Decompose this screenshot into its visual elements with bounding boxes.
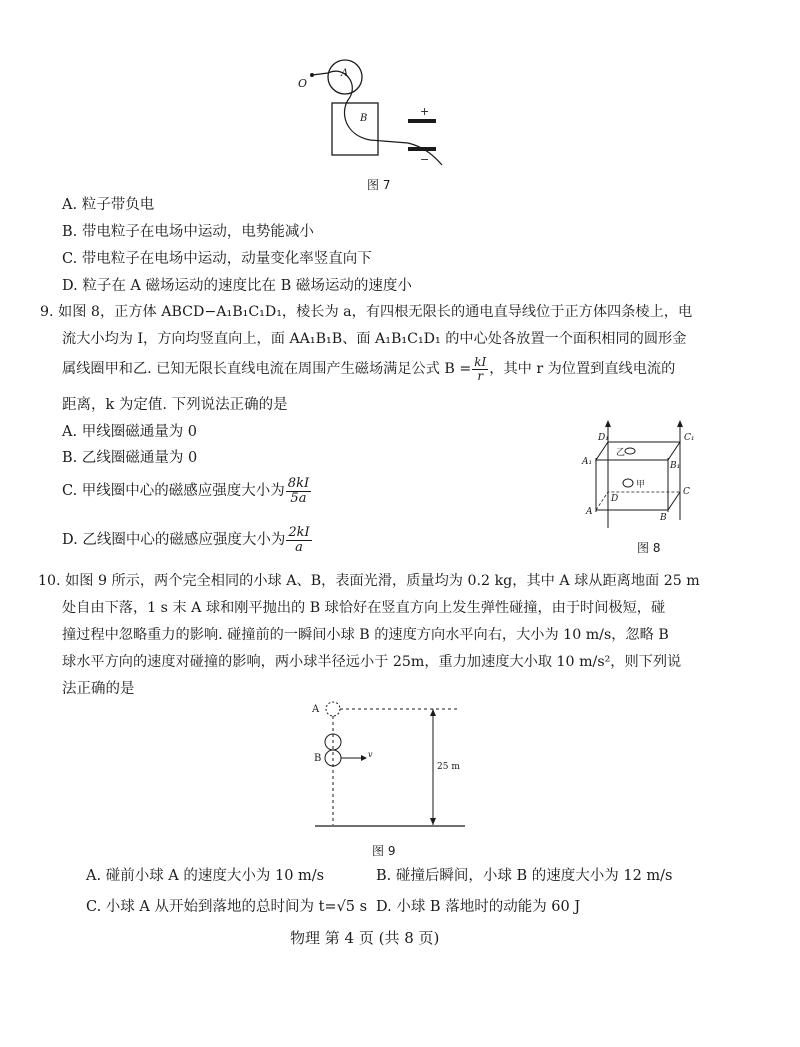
fig8-label-a: A <box>586 507 593 517</box>
q10-line-2: 处自由下落，1 s 末 A 球和刚平抛出的 B 球恰好在竖直方向上发生弹性碰撞，由于时间极短，碰 <box>62 600 666 616</box>
plate-negative <box>408 147 436 151</box>
fig9-label-b: B <box>314 753 322 764</box>
figure-7 <box>290 55 470 175</box>
fig7-label-a: A <box>341 68 349 79</box>
q10-line-4: 球水平方向的速度对碰撞的影响，两小球半径远小于 25m，重力加速度大小取 10 m/s²，则下列说 <box>62 654 682 670</box>
fig9-height-label: 25 m <box>437 762 460 772</box>
q10-line-3: 撞过程中忽略重力的影响. 碰撞前的一瞬间小球 B 的速度方向水平向右，大小为 10 m/s，忽略 B <box>62 627 669 643</box>
fig8-label-d1: D₁ <box>598 433 609 443</box>
q9-line-2: 流大小均为 I，方向均竖直向上，面 AA₁B₁B、面 A₁B₁C₁D₁ 的中心处各放置一个面积相同的圆形金 <box>62 331 687 347</box>
fig8-label-b: B <box>660 513 667 523</box>
q9-line-3-pre: 属线圈甲和乙. 已知无限长直线电流在周围产生磁场满足公式 B = <box>62 361 472 377</box>
q8-option-d: D. 粒子在 A 磁场运动的速度比在 B 磁场运动的速度小 <box>62 278 412 294</box>
fig7-caption: 图 7 <box>367 178 391 192</box>
q9-option-d-text: D. 乙线圈中心的磁感应强度大小为 <box>62 532 286 548</box>
fig7-plus: + <box>420 105 430 118</box>
q10-option-d: D. 小球 B 落地时的动能为 60 J <box>376 899 581 915</box>
fig8-label-a1: A₁ <box>582 457 593 467</box>
fig8-label-c1: C₁ <box>684 433 695 443</box>
fig7-label-o: O <box>298 77 308 90</box>
q9-option-c <box>62 473 312 509</box>
arrow-up-icon <box>605 420 611 427</box>
q10-option-c: C. 小球 A 从开始到落地的总时间为 t=√5 s <box>86 899 368 915</box>
q8-option-c: C. 带电粒子在电场中运动，动量变化率竖直向下 <box>62 251 372 267</box>
figure-8 <box>580 420 710 530</box>
arrow-down-icon <box>430 818 436 825</box>
q9-line-3 <box>62 352 675 386</box>
q10-line-5: 法正确的是 <box>62 681 135 697</box>
q8-option-a: A. 粒子带负电 <box>62 197 155 213</box>
q9-option-c-num: 8kI <box>287 475 310 491</box>
plate-positive <box>408 119 436 123</box>
q9-option-b: B. 乙线圈磁通量为 0 <box>62 450 198 466</box>
q9-formula-num: kI <box>474 354 487 369</box>
q10-line-1: 10. 如图 9 所示，两个完全相同的小球 A、B，表面光滑，质量均为 0.2 kg，其中 A 球从距离地面 25 m <box>38 573 700 589</box>
q10-option-b: B. 碰撞后瞬间，小球 B 的速度大小为 12 m/s <box>376 868 673 884</box>
q9-line-3-post: ，其中 r 为位置到直线电流的 <box>489 361 676 377</box>
fig8-label-d: D <box>611 494 619 504</box>
fig7-label-b: B <box>360 113 368 124</box>
q9-option-d-fraction <box>286 526 311 554</box>
coil-jia <box>623 479 633 487</box>
fig8-label-c: C <box>683 487 690 497</box>
q8-option-b: B. 带电粒子在电场中运动，电势能减小 <box>62 224 314 240</box>
fig9-label-v: v <box>368 750 373 759</box>
q9-line-4: 距离，k 为定值. 下列说法正确的是 <box>62 397 288 413</box>
cube-hidden-edges <box>596 492 680 510</box>
coil-yi <box>625 448 635 454</box>
q9-option-c-fraction <box>286 477 311 505</box>
arrow-up-icon <box>677 420 683 427</box>
fig9-label-a: A <box>312 704 320 715</box>
ball-a-initial <box>326 702 340 716</box>
arrow-up-icon <box>430 709 436 716</box>
fig7-minus: − <box>420 153 430 166</box>
q9-option-c-den: 5a <box>290 490 307 506</box>
q9-formula-den: r <box>477 368 484 383</box>
fig8-label-jia: 甲 <box>636 480 646 490</box>
figure-9 <box>305 695 475 835</box>
fig8-label-b1: B₁ <box>670 461 681 471</box>
q9-option-d-den: a <box>295 539 303 555</box>
q9-option-c-text: C. 甲线圈中心的磁感应强度大小为 <box>62 483 285 499</box>
fig8-label-yi: 乙 <box>616 448 626 458</box>
q9-formula <box>472 356 488 382</box>
q9-option-d-num: 2kI <box>288 524 310 540</box>
q9-option-a: A. 甲线圈磁通量为 0 <box>62 424 198 440</box>
magnetic-field-b-box <box>332 103 378 155</box>
q10-option-a: A. 碰前小球 A 的速度大小为 10 m/s <box>86 868 325 884</box>
q9-option-d <box>62 522 313 558</box>
cube-top-face <box>596 442 680 460</box>
entry-path <box>312 73 328 75</box>
fig8-caption: 图 8 <box>637 541 661 555</box>
arrow-right-icon <box>361 755 367 761</box>
cube-right-edges <box>668 442 680 510</box>
fig9-caption: 图 9 <box>372 844 396 858</box>
q9-line-1: 9. 如图 8，正方体 ABCD−A₁B₁C₁D₁，棱长为 a，有四根无限长的通电直导线位于正方体四条棱上，电 <box>40 304 693 320</box>
page-footer: 物理 第 4 页 (共 8 页) <box>290 929 440 947</box>
